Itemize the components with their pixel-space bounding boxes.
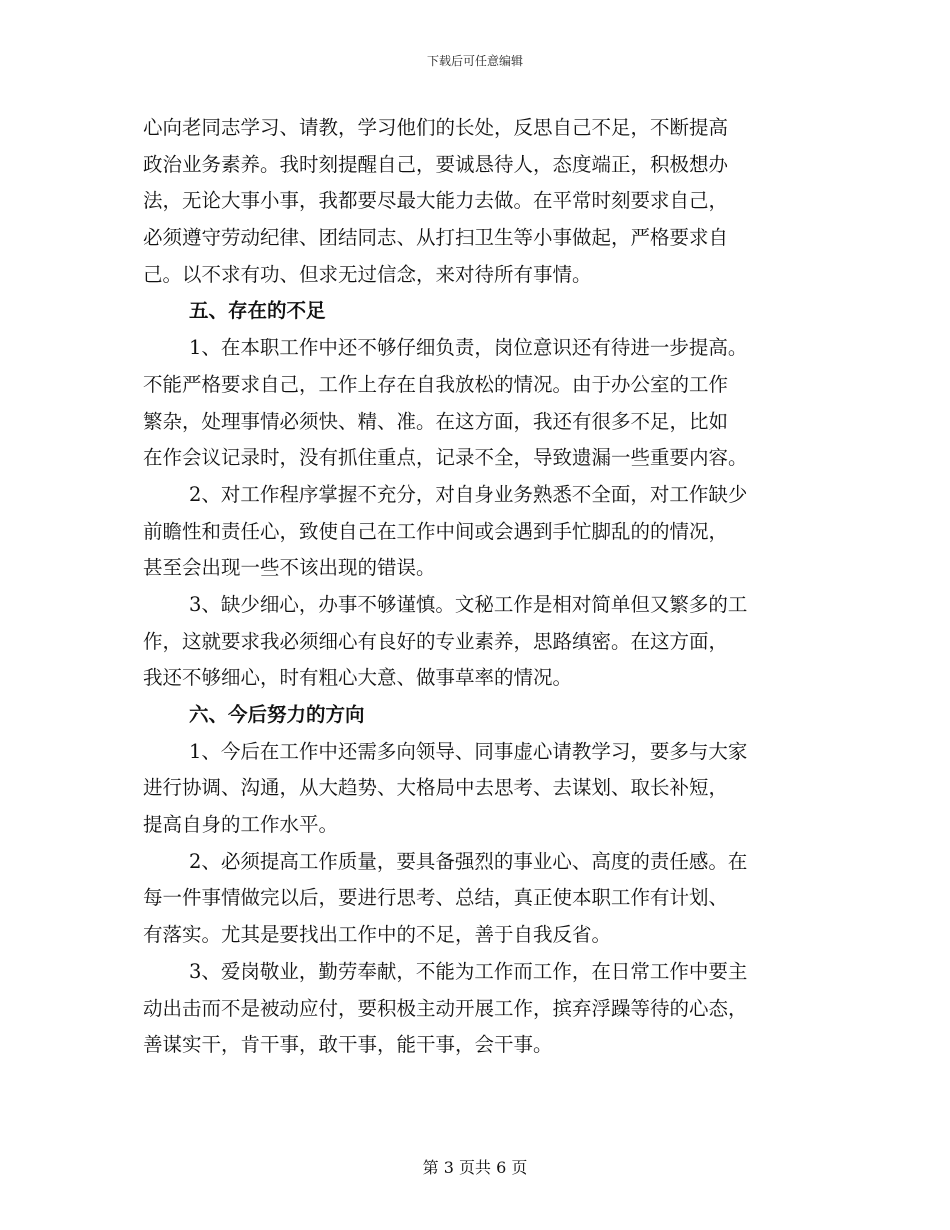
body-line: 善谋实干，肯干事，敢干事，能干事，会干事。: [143, 1033, 553, 1057]
body-line: 我还不够细心，时有粗心大意、做事草率的情况。: [143, 666, 573, 690]
paragraph-start: 1、今后在工作中还需多向领导、同事虚心请教学习，要多与大家: [189, 739, 748, 763]
body-line: 前瞻性和责任心，致使自己在工作中间或会遇到手忙脚乱的的情况，: [143, 519, 729, 543]
body-line: 心向老同志学习、请教，学习他们的长处，反思自己不足，不断提高: [143, 116, 729, 139]
page-footer: 第 3 页共 6 页: [422, 1158, 528, 1177]
body-line: 提高自身的工作水平。: [143, 813, 339, 837]
section-heading-shortcomings: 五、存在的不足: [189, 299, 326, 323]
body-line: 不能严格要求自己，工作上存在自我放松的情况。由于办公室的工作: [143, 372, 729, 396]
body-line: 在作会议记录时，没有抓住重点，记录不全，导致遗漏一些重要内容。: [143, 446, 748, 470]
body-line: 政治业务素养。我时刻提醒自己，要诚恳待人，态度端正，积极想办: [143, 152, 729, 176]
body-line: 必须遵守劳动纪律、团结同志、从打扫卫生等小事做起，严格要求自: [143, 226, 729, 250]
page-header: 下载后可任意编辑: [426, 54, 523, 68]
body-line: 进行协调、沟通，从大趋势、大格局中去思考、去谋划、取长补短，: [143, 776, 729, 800]
body-line: 己。以不求有功、但求无过信念，来对待所有事情。: [143, 262, 592, 286]
body-line: 动出击而不是被动应付，要积极主动开展工作，摈弃浮躁等待的心态，: [143, 996, 748, 1020]
paragraph-start: 3、爱岗敬业，勤劳奉献，不能为工作而工作，在日常工作中要主: [189, 959, 748, 983]
body-line: 作，这就要求我必须细心有良好的专业素养，思路缜密。在这方面，: [143, 629, 729, 653]
paragraph-start: 1、在本职工作中还不够仔细负责，岗位意识还有待进一步提高。: [189, 336, 748, 360]
body-line: 法，无论大事小事，我都要尽最大能力去做。在平常时刻要求自己，: [143, 189, 729, 213]
section-heading-future-direction: 六、今后努力的方向: [189, 703, 365, 726]
body-line: 每一件事情做完以后，要进行思考、总结，真正使本职工作有计划、: [143, 886, 729, 910]
document-body: [143, 110, 809, 1064]
paragraph-start: 2、必须提高工作质量，要具备强烈的事业心、高度的责任感。在: [189, 849, 748, 873]
paragraph-start: 3、缺少细心，办事不够谨慎。文秘工作是相对简单但又繁多的工: [189, 592, 748, 616]
body-line: 甚至会出现一些不该出现的错误。: [143, 556, 436, 580]
body-line: 繁杂，处理事情必须快、精、准。在这方面，我还有很多不足，比如: [143, 409, 729, 433]
body-line: 有落实。尤其是要找出工作中的不足，善于自我反省。: [143, 923, 612, 947]
paragraph-start: 2、对工作程序掌握不充分，对自身业务熟悉不全面，对工作缺少: [189, 482, 748, 506]
